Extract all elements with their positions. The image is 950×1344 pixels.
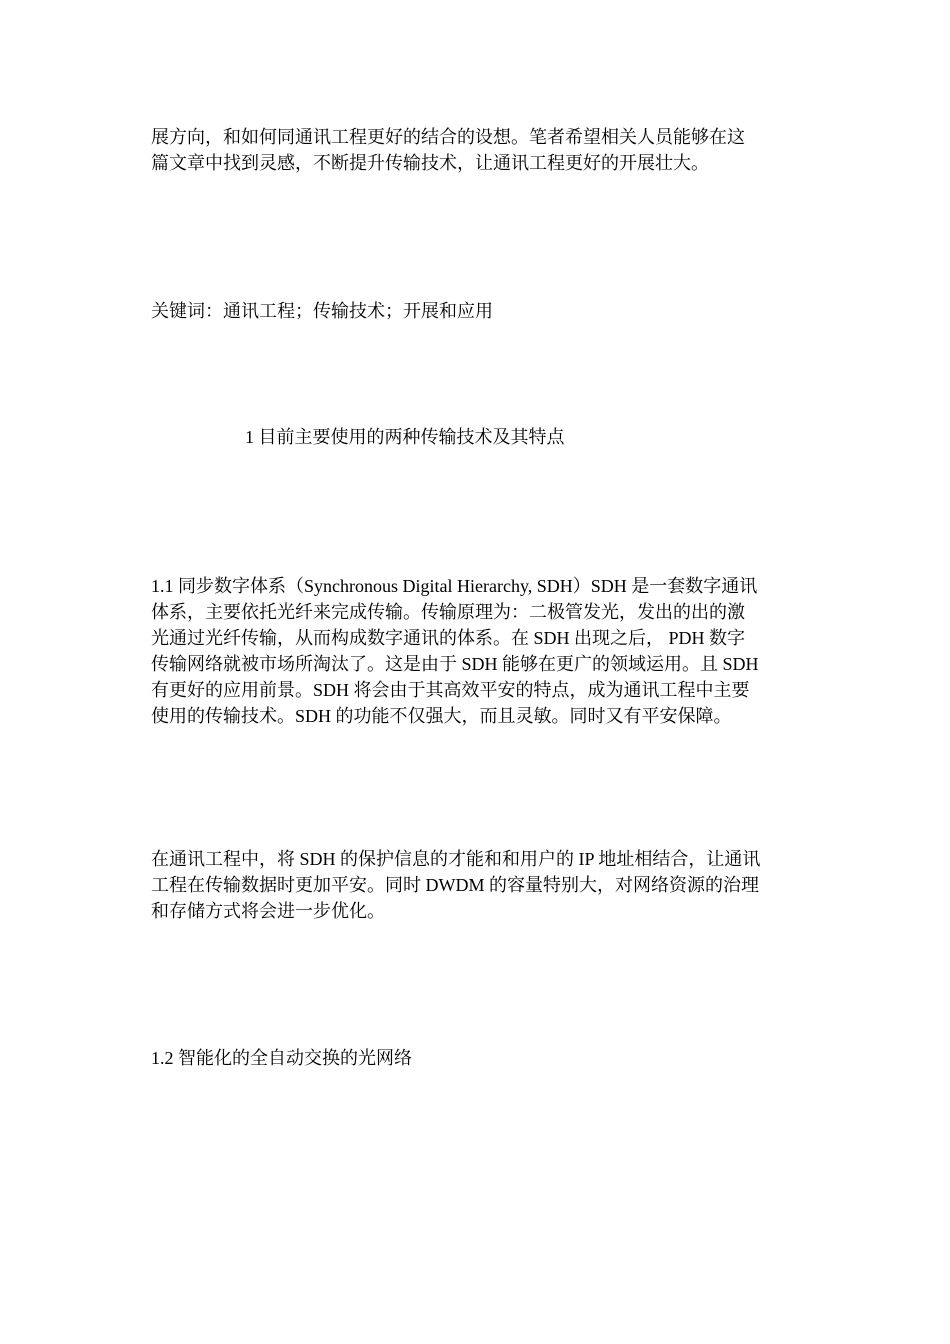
section-1-heading [245, 424, 745, 450]
text-line: 篇文章中找到灵感，不断提升传输技术，让通讯工程更好的开展壮大。 [151, 153, 709, 173]
text-line: 体系，主要依托光纤来完成传输。传输原理为：二极管发光，发出的出的激 [151, 602, 745, 622]
text-line: 在通讯工程中，将 SDH 的保护信息的才能和和用户的 IP 地址相结合，让通讯 [151, 849, 761, 869]
text-line: 使用的传输技术。SDH 的功能不仅强大，而且灵敏。同时又有平安保障。 [151, 706, 732, 726]
text-line: 光通过光纤传输，从而构成数字通讯的体系。在 SDH 出现之后， PDH 数字 [151, 628, 746, 648]
heading-text: 1.2 智能化的全自动交换的光网络 [151, 1048, 412, 1068]
text-line: 工程在传输数据时更加平安。同时 DWDM 的容量特别大，对网络资源的治理 [151, 875, 759, 895]
text-line: 有更好的应用前景。SDH 将会由于其高效平安的特点，成为通讯工程中主要 [151, 680, 750, 700]
keywords-text: 关键词：通讯工程；传输技术；开展和应用 [151, 301, 493, 321]
section-1-1-continuation [151, 846, 801, 924]
text-line: 1.1 同步数字体系（Synchronous Digital Hierarchy, SDH）SDH 是一套数字通讯 [151, 576, 758, 596]
text-line: 和存储方式将会进一步优化。 [151, 901, 385, 921]
heading-text: 1 目前主要使用的两种传输技术及其特点 [245, 427, 565, 447]
text-line: 传输网络就被市场所淘汰了。这是由于 SDH 能够在更广的领域运用。且 SDH [151, 654, 759, 674]
intro-paragraph [151, 124, 801, 176]
text-line: 展方向，和如何同通讯工程更好的结合的设想。笔者希望相关人员能够在这 [151, 127, 745, 147]
section-1-2-heading [151, 1045, 801, 1071]
keywords-line [151, 298, 801, 324]
section-1-1-paragraph [151, 573, 801, 729]
